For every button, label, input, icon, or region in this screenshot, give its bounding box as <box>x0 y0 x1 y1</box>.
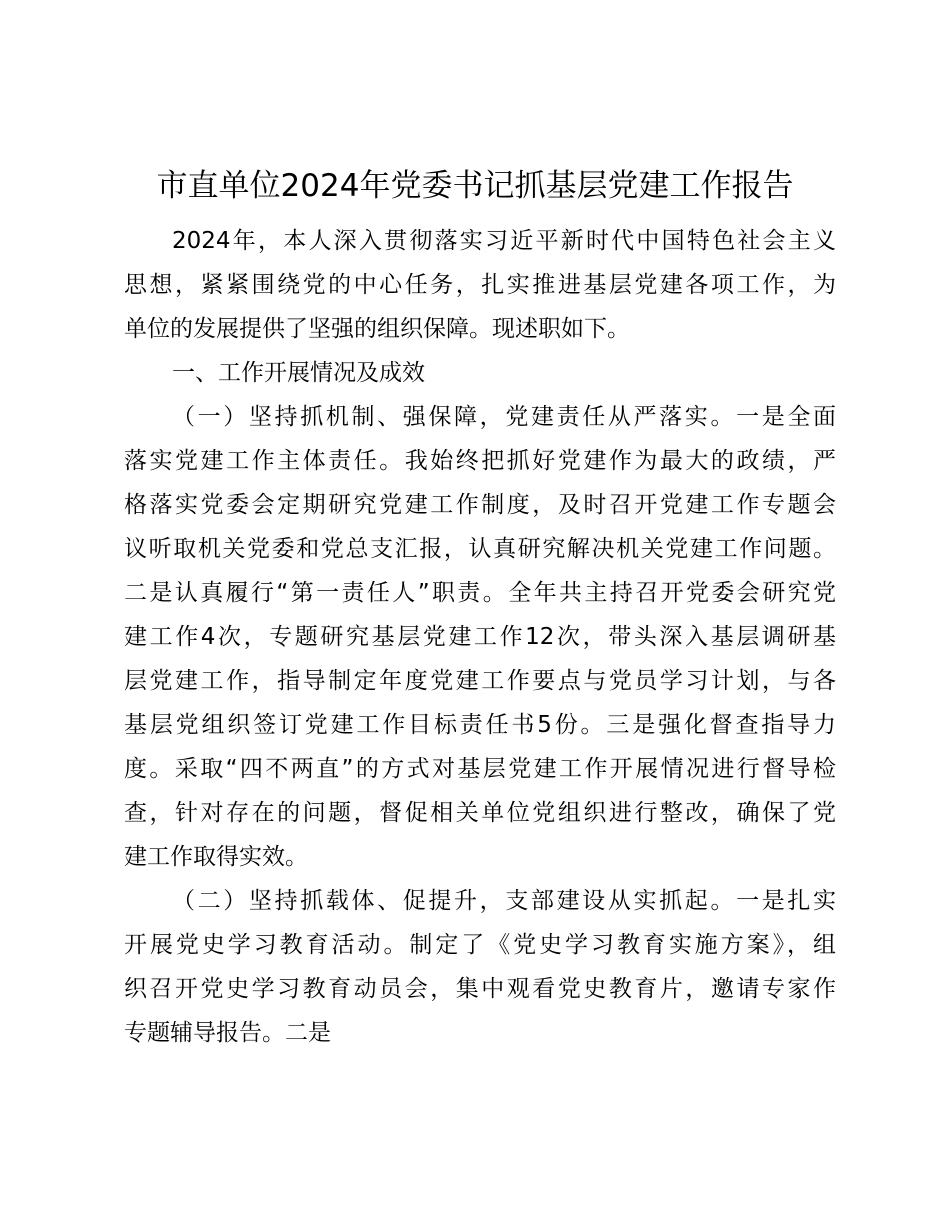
paragraph-line: （一）坚持抓机制、强保障，党建责任从严落实。一是全面 <box>172 404 836 430</box>
paragraph-line: 二是认真履行“第一责任人”职责。全年共主持召开党委会研究党 <box>124 580 836 606</box>
document-body <box>124 219 836 1055</box>
paragraph-line: 思想，紧紧围绕党的中心任务，扎实推进基层党建各项工作，为 <box>124 272 836 298</box>
paragraph-line: 单位的发展提供了坚强的组织保障。现述职如下。 <box>124 316 630 342</box>
paragraph-line: 专题辅导报告。二是 <box>124 1020 331 1046</box>
paragraph-line: 开展党史学习教育活动。制定了《党史学习教育实施方案》，组 <box>124 932 836 958</box>
paragraph-line: 查，针对存在的问题，督促相关单位党组织进行整改，确保了党 <box>124 800 836 826</box>
paragraph-line: 基层党组织签订党建工作目标责任书5份。三是强化督查指导力 <box>124 712 836 738</box>
paragraph-line: 度。采取“四不两直”的方式对基层党建工作开展情况进行督导检 <box>124 756 836 782</box>
paragraph-line: 织召开党史学习教育动员会，集中观看党史教育片，邀请专家作 <box>124 976 836 1002</box>
paragraph-line: （二）坚持抓载体、促提升，支部建设从实抓起。一是扎实 <box>172 888 836 914</box>
paragraph-line: 建工作取得实效。 <box>124 844 308 870</box>
paragraph-line: 落实党建工作主体责任。我始终把抓好党建作为最大的政绩，严 <box>124 448 836 474</box>
paragraph-line: 建工作4次，专题研究基层党建工作12次，带头深入基层调研基 <box>124 624 836 650</box>
document-title: 市直单位2024年党委书记抓基层党建工作报告 <box>156 168 794 204</box>
section-heading: 一、工作开展情况及成效 <box>172 360 425 386</box>
paragraph-line: 议听取机关党委和党总支汇报，认真研究解决机关党建工作问题。 <box>124 536 836 562</box>
paragraph-line: 格落实党委会定期研究党建工作制度，及时召开党建工作专题会 <box>124 492 836 518</box>
paragraph-line: 层党建工作，指导制定年度党建工作要点与党员学习计划，与各 <box>124 668 836 694</box>
paragraph-line: 2024年，本人深入贯彻落实习近平新时代中国特色社会主义 <box>172 228 836 254</box>
